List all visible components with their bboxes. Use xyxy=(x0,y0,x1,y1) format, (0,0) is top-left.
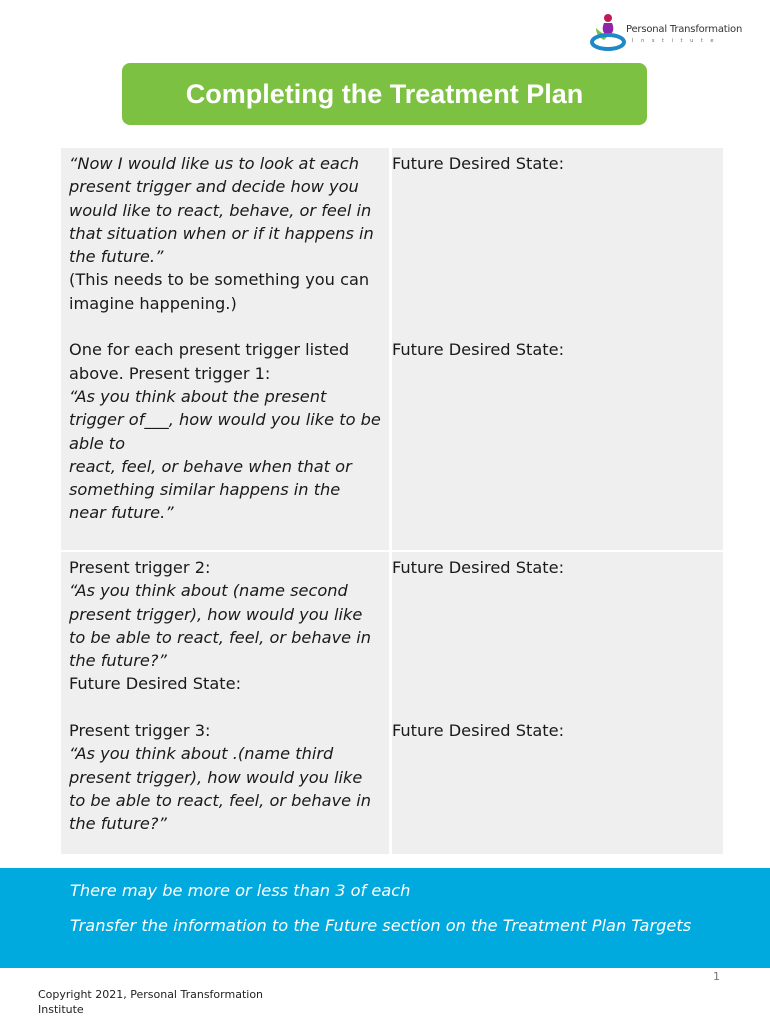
instruction-quote: “Now I would like us to look at each present trigger and decide how you would like to react, behave, or feel in that situation when or if it happens in the future.” xyxy=(69,154,374,267)
instruction-note: (This needs to be something you can imagine happening.) xyxy=(69,270,370,313)
cell-r1c1 xyxy=(61,148,389,550)
logo-name: Personal Transformation xyxy=(626,24,743,35)
trigger-1-quote-b: react, feel, or behave when that or something similar happens in the near future.” xyxy=(69,456,352,523)
logo-mark-icon xyxy=(590,10,630,56)
cell-r2c1 xyxy=(61,552,389,854)
future-desired-state-label: Future Desired State: xyxy=(392,558,565,577)
footer-line-1: There may be more or less than 3 of each xyxy=(70,881,411,900)
future-desired-state-label: Future Desired State: xyxy=(392,340,565,360)
cell-r1c2 xyxy=(392,148,723,550)
treatment-plan-table xyxy=(61,148,724,854)
title-banner xyxy=(122,63,647,125)
trigger-3-quote: “As you think about .(name third present trigger), how would you like to be able to react, feel, or behave in the future?” xyxy=(69,744,372,834)
trigger-1-quote-a: “As you think about the present trigger of___, how would you like to be able to xyxy=(69,386,381,453)
logo xyxy=(590,10,743,56)
future-desired-state-label: Future Desired State: xyxy=(392,154,565,173)
page-number: 1 xyxy=(713,970,720,983)
cell-r2c2 xyxy=(392,552,723,854)
logo-subtitle: I n s t i t u t e xyxy=(632,38,717,44)
footer-line-2: Transfer the information to the Future section on the Treatment Plan Targets xyxy=(70,916,692,935)
trigger-2-label: Present trigger 2: xyxy=(69,558,211,577)
trigger-2-future: Future Desired State: xyxy=(69,674,242,694)
trigger-2-quote: “As you think about (name second present trigger), how would you like to be able to react, feel, or behave in the future?” xyxy=(69,581,372,671)
footer-band xyxy=(0,868,770,968)
future-desired-state-label: Future Desired State: xyxy=(392,721,565,741)
page-title: Completing the Treatment Plan xyxy=(185,78,584,109)
trigger-1-intro: One for each present trigger listed above. Present trigger 1: xyxy=(69,340,350,383)
copyright: Copyright 2021, Personal Transformation Institute xyxy=(38,988,264,1016)
trigger-3-label: Present trigger 3: xyxy=(69,721,211,741)
